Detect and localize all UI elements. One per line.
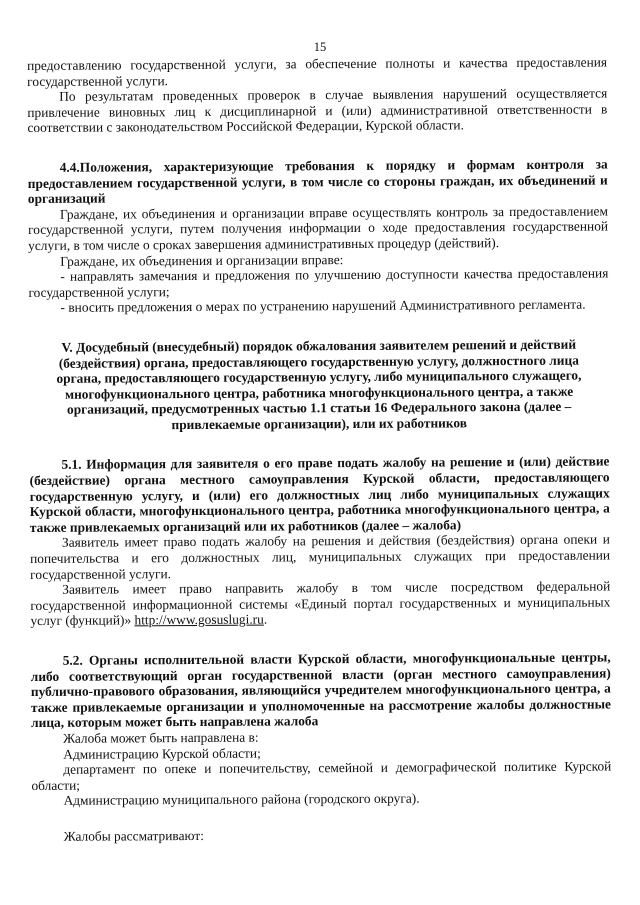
gosuslugi-link[interactable]: http://www.gosuslugi.ru (134, 611, 264, 628)
heading-section-5: V. Досудебный (внесудебный) порядок обжалования заявителем решений и действий (бездействия) органа, предоставляющего государственную услугу, должностного лица органа, предоставляющего государственную услугу, либо муниципального служащего, многофункционального центра, работника многофункционального центра, а также организаций, предусмотренных частью 1.1 статьи 16 Федерального закона (далее – привлекаемые организации), или их работников (56, 336, 582, 432)
portal-text: Заявитель имеет право направить жалобу в том числе посредством федеральной государственной информационной системы «Единый портал государственных и муниципальных услуг (функций)» (30, 578, 611, 629)
paragraph-may-be-sent: Жалоба может быть направлена в: (63, 729, 259, 746)
paragraph-reviewed-by: Жалобы рассматривают: (63, 827, 204, 844)
paragraph-admin-region: Администрацию Курской области; (63, 745, 261, 762)
paragraph-applicant-right: Заявитель имеет право подать жалобу на решения и действия (бездействия) органа опеки и попечительства и его должностных лиц, муниципальных служащих при предоставлении государственной услуги. (30, 531, 611, 582)
heading-4-4: 4.4.Положения, характеризующие требования к порядку и формам контроля за предоставлением государственной услуги, в том числе со стороны граждан, их объединений и организаций (27, 156, 608, 207)
paragraph-inspection-results: По результатам проведенных проверок в случае выявления нарушений осуществляется привлечение виновных лиц к дисциплинарной и (или) административной ответственности в соответствии с законодательством Российской Федерации, Курской области. (27, 85, 608, 136)
paragraph-continuation: предоставлению государственной услуги, за обеспечение полноты и качества предоставления государственной услуги. (27, 54, 608, 89)
portal-end: . (263, 611, 268, 627)
page-number: 15 (313, 40, 327, 54)
list-item-proposals: - вносить предложения о мерах по устранению нарушений Административного регламента. (60, 296, 586, 316)
heading-5-1: 5.1. Информация для заявителя о его праве подать жалобу на решение и (или) действие (бездействие) органа местного самоуправления Курской области, предоставляющего государственную услугу, и (или) его должностных лиц либо муниципальных служащих Курской области, многофункционального центра, работника многофункционального центра, а также привлекаемых организаций или их работников (далее – жалоба) (29, 453, 610, 535)
paragraph-department: департамент по опеке и попечительству, семейной и демографической политике Курской области; (31, 758, 612, 793)
list-item-remarks: - направлять замечания и предложения по улучшению доступности качества предоставления государственной услуги; (28, 265, 609, 300)
heading-5-2: 5.2. Органы исполнительной власти Курской области, многофункциональные центры, либо соответствующий орган государственной власти (орган местного самоуправления) публично-правового образования, являющийся учредителем многофункционального центра, а также привлекаемые организации и уполномоченные на рассмотрение жалобы должностные лица, которым может быть направлена жалоба (30, 649, 612, 731)
document-body (27, 54, 612, 844)
paragraph-citizens-control: Граждане, их объединения и организации вправе осуществлять контроль за предоставлением государственной услуги, путем получения информации о ходе предоставления государственной услуги, в том числе о сроках завершения административных процедур (действий). (28, 203, 609, 253)
paragraph-admin-municipal: Администрацию муниципального района (городского округа). (63, 790, 420, 809)
paragraph-portal (30, 579, 610, 629)
paragraph-citizens-right: Граждане, их объединения и организации вправе: (60, 251, 344, 269)
